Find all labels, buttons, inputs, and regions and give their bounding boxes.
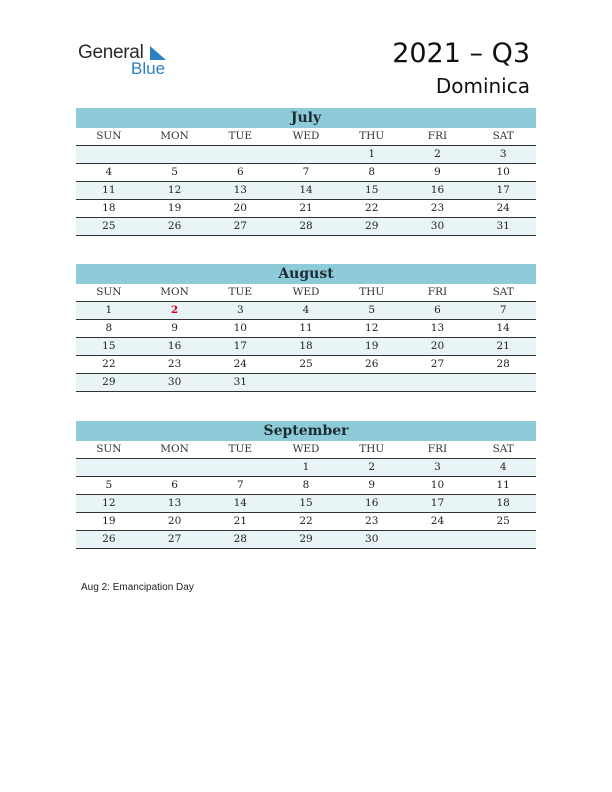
day-cell: 19 <box>365 340 379 352</box>
empty-day-cell <box>470 374 536 391</box>
week-row <box>76 531 536 549</box>
day-cell: 29 <box>299 533 313 545</box>
day-cell: 26 <box>365 358 379 370</box>
day-cell: 10 <box>496 166 510 178</box>
day-cell: 27 <box>167 533 182 545</box>
day-cell: 22 <box>299 515 313 527</box>
day-cell: 1 <box>105 304 113 316</box>
empty-day-cell <box>207 146 273 163</box>
week-row <box>76 164 536 182</box>
day-cell: 4 <box>105 166 113 178</box>
day-cell: 4 <box>499 461 507 473</box>
day-cell: 31 <box>496 220 510 232</box>
logo <box>78 42 178 78</box>
day-cell: 19 <box>102 515 116 527</box>
weekday-label: SUN <box>96 130 122 142</box>
week-row <box>76 338 536 356</box>
day-cell: 6 <box>171 479 178 491</box>
day-cell: 23 <box>365 515 379 527</box>
empty-day-cell <box>273 374 339 391</box>
weekday-label: WED <box>292 286 320 298</box>
day-cell: 1 <box>302 461 310 473</box>
day-cell: 20 <box>167 515 182 527</box>
day-cell: 15 <box>299 497 313 509</box>
weekday-label: SAT <box>492 286 514 298</box>
day-cell: 18 <box>102 202 116 214</box>
day-cell: 10 <box>430 479 445 491</box>
empty-day-cell <box>142 146 208 163</box>
day-cell: 14 <box>233 497 247 509</box>
day-cell: 26 <box>167 220 182 232</box>
day-cell: 2 <box>368 461 376 473</box>
day-cell: 20 <box>430 340 445 352</box>
day-cell: 3 <box>236 304 244 316</box>
day-cell: 8 <box>302 479 310 491</box>
day-cell: 8 <box>105 322 113 334</box>
month-grid <box>76 459 536 549</box>
weekday-label: FRI <box>427 130 448 142</box>
day-cell: 13 <box>430 322 445 334</box>
weekday-label: TUE <box>228 286 253 298</box>
day-cell: 3 <box>434 461 441 473</box>
day-cell: 17 <box>430 497 445 509</box>
day-cell: 12 <box>167 184 182 196</box>
empty-day-cell <box>207 459 273 476</box>
week-row <box>76 356 536 374</box>
month-grid <box>76 302 536 392</box>
day-cell: 28 <box>299 220 313 232</box>
empty-day-cell <box>142 459 208 476</box>
weekday-label: THU <box>359 443 385 455</box>
weekday-label: THU <box>359 130 385 142</box>
day-cell: 5 <box>368 304 376 316</box>
day-cell: 16 <box>365 497 379 509</box>
day-cell: 21 <box>496 340 510 352</box>
day-cell: 9 <box>368 479 376 491</box>
month-title: July <box>76 108 536 128</box>
day-cell: 14 <box>299 184 313 196</box>
day-cell: 25 <box>496 515 510 527</box>
day-cell: 16 <box>167 340 182 352</box>
country-name: Dominica <box>435 74 530 98</box>
day-cell: 13 <box>167 497 182 509</box>
day-cell: 10 <box>233 322 247 334</box>
weekday-label: SUN <box>96 443 122 455</box>
day-cell: 3 <box>499 148 507 160</box>
day-cell: 11 <box>102 184 116 196</box>
weekday-header <box>76 441 536 459</box>
day-cell: 13 <box>233 184 247 196</box>
week-row <box>76 218 536 236</box>
day-cell: 29 <box>102 376 116 388</box>
day-cell: 2 <box>170 304 179 316</box>
day-cell: 2 <box>434 148 441 160</box>
empty-day-cell <box>76 146 142 163</box>
day-cell: 12 <box>365 322 379 334</box>
weekday-label: TUE <box>228 130 253 142</box>
day-cell: 14 <box>496 322 510 334</box>
day-cell: 18 <box>496 497 510 509</box>
day-cell: 17 <box>233 340 247 352</box>
day-cell: 15 <box>365 184 379 196</box>
week-row <box>76 302 536 320</box>
weekday-header <box>76 128 536 146</box>
month-title: September <box>76 421 536 441</box>
day-cell: 22 <box>365 202 379 214</box>
day-cell: 21 <box>233 515 247 527</box>
week-row <box>76 374 536 392</box>
month-august <box>76 264 536 392</box>
day-cell: 20 <box>233 202 247 214</box>
page-title: 2021 – Q3 <box>392 38 530 69</box>
weekday-label: WED <box>292 443 320 455</box>
day-cell: 4 <box>302 304 310 316</box>
day-cell: 6 <box>236 166 244 178</box>
month-july <box>76 108 536 236</box>
weekday-label: FRI <box>427 443 448 455</box>
weekday-label: MON <box>160 443 189 455</box>
month-grid <box>76 146 536 236</box>
day-cell: 6 <box>434 304 441 316</box>
day-cell: 1 <box>368 148 376 160</box>
empty-day-cell <box>470 531 536 548</box>
day-cell: 7 <box>236 479 244 491</box>
weekday-label: SAT <box>492 443 514 455</box>
logo-blue-text: Blue <box>131 59 166 78</box>
week-row <box>76 495 536 513</box>
day-cell: 8 <box>368 166 376 178</box>
day-cell: 26 <box>102 533 116 545</box>
day-cell: 23 <box>430 202 445 214</box>
day-cell: 5 <box>171 166 178 178</box>
day-cell: 17 <box>496 184 510 196</box>
day-cell: 27 <box>233 220 247 232</box>
day-cell: 24 <box>430 515 445 527</box>
week-row <box>76 200 536 218</box>
month-title: August <box>76 264 536 284</box>
day-cell: 28 <box>233 533 247 545</box>
day-cell: 25 <box>299 358 313 370</box>
day-cell: 29 <box>365 220 379 232</box>
logo-general-text: General <box>78 42 144 63</box>
weekday-label: FRI <box>427 286 448 298</box>
day-cell: 7 <box>302 166 310 178</box>
day-cell: 30 <box>167 376 182 388</box>
weekday-label: WED <box>292 130 320 142</box>
week-row <box>76 477 536 495</box>
day-cell: 21 <box>299 202 313 214</box>
month-september <box>76 421 536 549</box>
week-row <box>76 459 536 477</box>
weekday-label: TUE <box>228 443 253 455</box>
week-row <box>76 146 536 164</box>
day-cell: 11 <box>299 322 313 334</box>
day-cell: 23 <box>167 358 182 370</box>
day-cell: 15 <box>102 340 116 352</box>
week-row <box>76 513 536 531</box>
holiday-note: Aug 2: Emancipation Day <box>81 582 194 593</box>
empty-day-cell <box>405 374 471 391</box>
day-cell: 30 <box>365 533 379 545</box>
weekday-header <box>76 284 536 302</box>
weekday-label: SUN <box>96 286 122 298</box>
day-cell: 11 <box>496 479 510 491</box>
empty-day-cell <box>339 374 405 391</box>
day-cell: 24 <box>233 358 247 370</box>
weekday-label: THU <box>359 286 385 298</box>
week-row <box>76 182 536 200</box>
weekday-label: MON <box>160 286 189 298</box>
empty-day-cell <box>273 146 339 163</box>
day-cell: 5 <box>105 479 113 491</box>
day-cell: 31 <box>233 376 247 388</box>
day-cell: 22 <box>102 358 116 370</box>
weekday-label: MON <box>160 130 189 142</box>
day-cell: 27 <box>430 358 445 370</box>
weekday-label: SAT <box>492 130 514 142</box>
day-cell: 19 <box>167 202 182 214</box>
day-cell: 30 <box>430 220 445 232</box>
empty-day-cell <box>405 531 471 548</box>
day-cell: 25 <box>102 220 116 232</box>
empty-day-cell <box>76 459 142 476</box>
week-row <box>76 320 536 338</box>
day-cell: 18 <box>299 340 313 352</box>
day-cell: 24 <box>496 202 510 214</box>
day-cell: 9 <box>171 322 178 334</box>
day-cell: 16 <box>430 184 445 196</box>
day-cell: 9 <box>434 166 441 178</box>
day-cell: 7 <box>499 304 507 316</box>
day-cell: 28 <box>496 358 510 370</box>
day-cell: 12 <box>102 497 116 509</box>
